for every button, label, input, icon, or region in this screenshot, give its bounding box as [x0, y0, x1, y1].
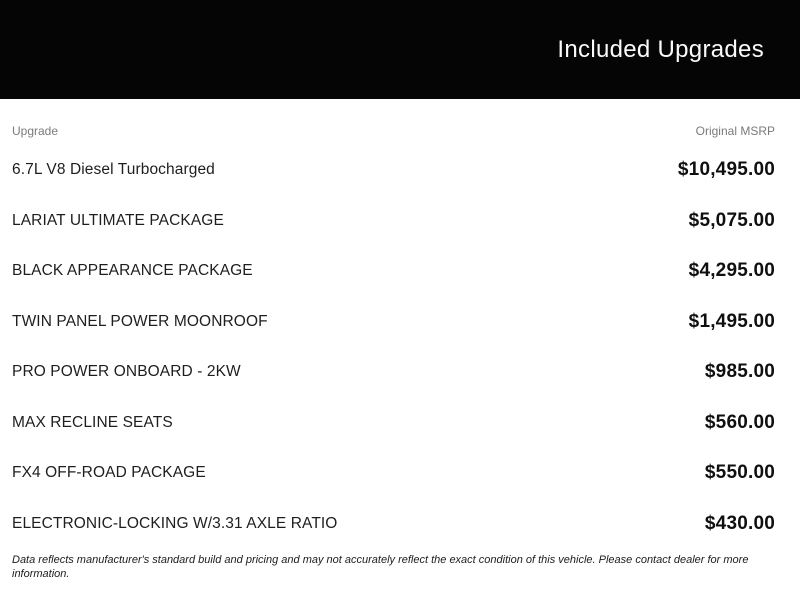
table-row: [12, 196, 775, 247]
upgrades-table: [12, 145, 775, 549]
table-row: [12, 448, 775, 499]
upgrade-name: FX4 OFF-ROAD PACKAGE: [12, 464, 206, 482]
page-title: Included Upgrades: [557, 35, 764, 63]
table-row: [12, 145, 775, 196]
upgrade-price: $430.00: [704, 512, 775, 534]
upgrade-price: $4,295.00: [688, 260, 775, 282]
banner: [0, 0, 800, 99]
upgrade-name: PRO POWER ONBOARD - 2KW: [12, 363, 241, 381]
upgrade-price: $10,495.00: [677, 159, 775, 181]
column-header-upgrade: Upgrade: [12, 124, 59, 138]
table-row: [12, 297, 775, 348]
table-row: [12, 499, 775, 550]
upgrade-price: $1,495.00: [688, 310, 775, 332]
upgrade-price: $550.00: [704, 462, 775, 484]
table-row: [12, 398, 775, 449]
upgrade-price: $5,075.00: [688, 209, 775, 231]
disclaimer-text: Data reflects manufacturer's standard build and pricing and may not accurately reflect the exact condition of this vehicle. Please contact dealer for more information.: [12, 554, 749, 580]
upgrade-name: LARIAT ULTIMATE PACKAGE: [12, 211, 224, 229]
upgrade-name: TWIN PANEL POWER MOONROOF: [12, 312, 268, 330]
column-header-msrp: Original MSRP: [695, 124, 775, 138]
upgrade-name: MAX RECLINE SEATS: [12, 413, 173, 431]
upgrade-name: 6.7L V8 Diesel Turbocharged: [12, 161, 215, 179]
upgrade-price: $560.00: [704, 411, 775, 433]
table-row: [12, 246, 775, 297]
table-row: [12, 347, 775, 398]
table-column-headers: [12, 124, 775, 138]
upgrade-name: BLACK APPEARANCE PACKAGE: [12, 262, 253, 280]
upgrade-price: $985.00: [704, 361, 775, 383]
upgrade-name: ELECTRONIC-LOCKING W/3.31 AXLE RATIO: [12, 514, 338, 532]
